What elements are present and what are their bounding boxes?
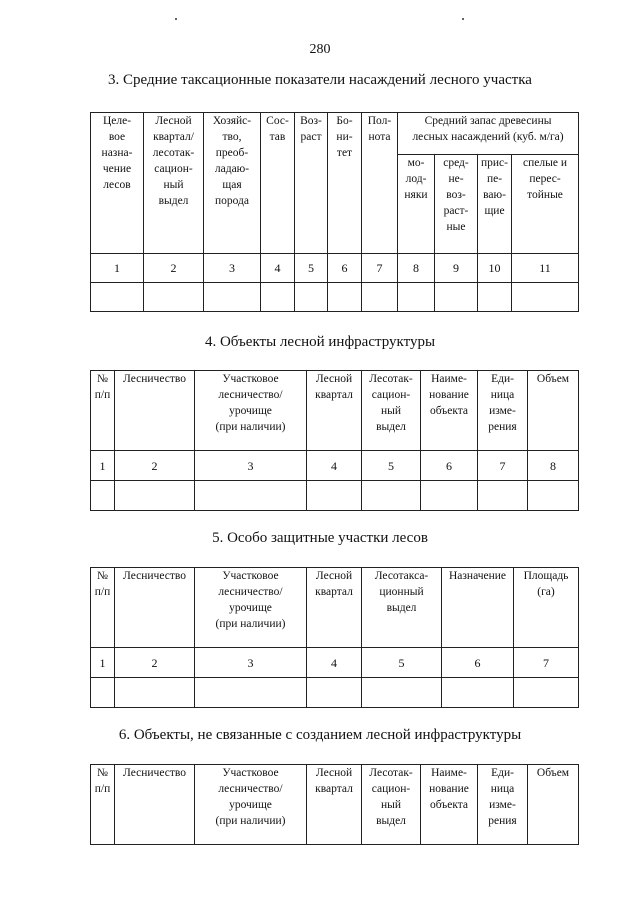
column-number: 6 xyxy=(421,451,478,481)
sub-header-cell: прис- пе- ваю- щие xyxy=(478,155,512,254)
header-cell: Еди- ница изме- рения xyxy=(478,765,528,845)
header-cell: Площадь (га) xyxy=(514,568,579,648)
header-cell: Лесной квартал/ лесотак- сацион- ный выдел xyxy=(144,113,204,254)
header-cell: Объем xyxy=(528,765,579,845)
column-number: 5 xyxy=(362,451,421,481)
sub-header-cell: сред- не- воз- раст- ные xyxy=(435,155,478,254)
empty-cell xyxy=(91,678,115,708)
column-number: 4 xyxy=(307,648,362,678)
empty-cell xyxy=(195,481,307,511)
column-number: 2 xyxy=(144,254,204,283)
header-cell: Лесничество xyxy=(115,371,195,451)
header-cell: Объем xyxy=(528,371,579,451)
column-number: 3 xyxy=(204,254,261,283)
empty-cell xyxy=(398,283,435,312)
header-cell: Бо- ни- тет xyxy=(328,113,362,254)
section-5-table xyxy=(90,567,579,708)
header-cell: Участковое лесничество/ урочище (при наличии) xyxy=(195,568,307,648)
column-number: 4 xyxy=(261,254,295,283)
column-number: 7 xyxy=(514,648,579,678)
header-cell: Наиме- нование объекта xyxy=(421,371,478,451)
empty-cell xyxy=(362,481,421,511)
column-number: 8 xyxy=(528,451,579,481)
header-cell: Лесничество xyxy=(115,765,195,845)
header-cell: № п/п xyxy=(91,371,115,451)
empty-cell xyxy=(307,481,362,511)
empty-cell xyxy=(195,678,307,708)
empty-cell xyxy=(421,481,478,511)
section-4-table xyxy=(90,370,579,511)
column-number: 1 xyxy=(91,648,115,678)
empty-cell xyxy=(442,678,514,708)
empty-cell xyxy=(528,481,579,511)
empty-cell xyxy=(91,283,144,312)
header-cell: Хозяйс- тво, преоб- ладаю- щая порода xyxy=(204,113,261,254)
empty-cell xyxy=(435,283,478,312)
column-number: 1 xyxy=(91,254,144,283)
header-cell: Наиме- нование объекта xyxy=(421,765,478,845)
empty-cell xyxy=(115,678,195,708)
group-header-cell: Средний запас древесины лесных насаждений (куб. м/га) xyxy=(398,113,579,155)
column-number: 3 xyxy=(195,648,307,678)
column-number: 6 xyxy=(328,254,362,283)
column-number: 1 xyxy=(91,451,115,481)
empty-cell xyxy=(514,678,579,708)
column-number: 10 xyxy=(478,254,512,283)
column-number: 5 xyxy=(295,254,328,283)
column-number: 9 xyxy=(435,254,478,283)
empty-cell xyxy=(478,283,512,312)
section-3-title: 3. Средние таксационные показатели насаждений лесного участка xyxy=(108,72,532,88)
header-cell: Лесничество xyxy=(115,568,195,648)
column-number: 2 xyxy=(115,451,195,481)
empty-cell xyxy=(362,678,442,708)
column-number: 2 xyxy=(115,648,195,678)
header-cell: Еди- ница изме- рения xyxy=(478,371,528,451)
header-cell: Воз- раст xyxy=(295,113,328,254)
scan-dot xyxy=(175,18,177,20)
empty-cell xyxy=(362,283,398,312)
column-number: 6 xyxy=(442,648,514,678)
empty-cell xyxy=(144,283,204,312)
empty-cell xyxy=(478,481,528,511)
column-number: 5 xyxy=(362,648,442,678)
page-number: 280 xyxy=(309,42,331,57)
header-cell: Лесотак- сацион- ный выдел xyxy=(362,371,421,451)
section-6-table xyxy=(90,764,579,845)
header-cell: Лесотак- сацион- ный выдел xyxy=(362,765,421,845)
section-3-table xyxy=(90,112,579,312)
header-cell: Лесной квартал xyxy=(307,371,362,451)
header-cell: Лесотакса- ционный выдел xyxy=(362,568,442,648)
header-cell: Участковое лесничество/ урочище (при наличии) xyxy=(195,371,307,451)
empty-cell xyxy=(261,283,295,312)
column-number: 4 xyxy=(307,451,362,481)
empty-cell xyxy=(295,283,328,312)
section-4-title: 4. Объекты лесной инфраструктуры xyxy=(204,334,436,350)
empty-cell xyxy=(91,481,115,511)
empty-cell xyxy=(512,283,579,312)
header-cell: № п/п xyxy=(91,568,115,648)
section-5-title: 5. Особо защитные участки лесов xyxy=(212,530,428,546)
header-cell: Пол- нота xyxy=(362,113,398,254)
section-6-title: 6. Объекты, не связанные с созданием лесной инфраструктуры xyxy=(118,727,522,743)
header-cell: Назначение xyxy=(442,568,514,648)
empty-cell xyxy=(204,283,261,312)
empty-cell xyxy=(328,283,362,312)
header-cell: Участковое лесничество/ урочище (при наличии) xyxy=(195,765,307,845)
sub-header-cell: мо- лод- няки xyxy=(398,155,435,254)
header-cell: № п/п xyxy=(91,765,115,845)
header-cell: Лесной квартал xyxy=(307,568,362,648)
column-number: 3 xyxy=(195,451,307,481)
column-number: 7 xyxy=(362,254,398,283)
column-number: 7 xyxy=(478,451,528,481)
sub-header-cell: спелые и перес- тойные xyxy=(512,155,579,254)
header-cell: Лесной квартал xyxy=(307,765,362,845)
scan-dot xyxy=(462,18,464,20)
empty-cell xyxy=(115,481,195,511)
column-number: 8 xyxy=(398,254,435,283)
header-cell: Сос- тав xyxy=(261,113,295,254)
header-cell: Целе- вое назна- чение лесов xyxy=(91,113,144,254)
column-number: 11 xyxy=(512,254,579,283)
empty-cell xyxy=(307,678,362,708)
